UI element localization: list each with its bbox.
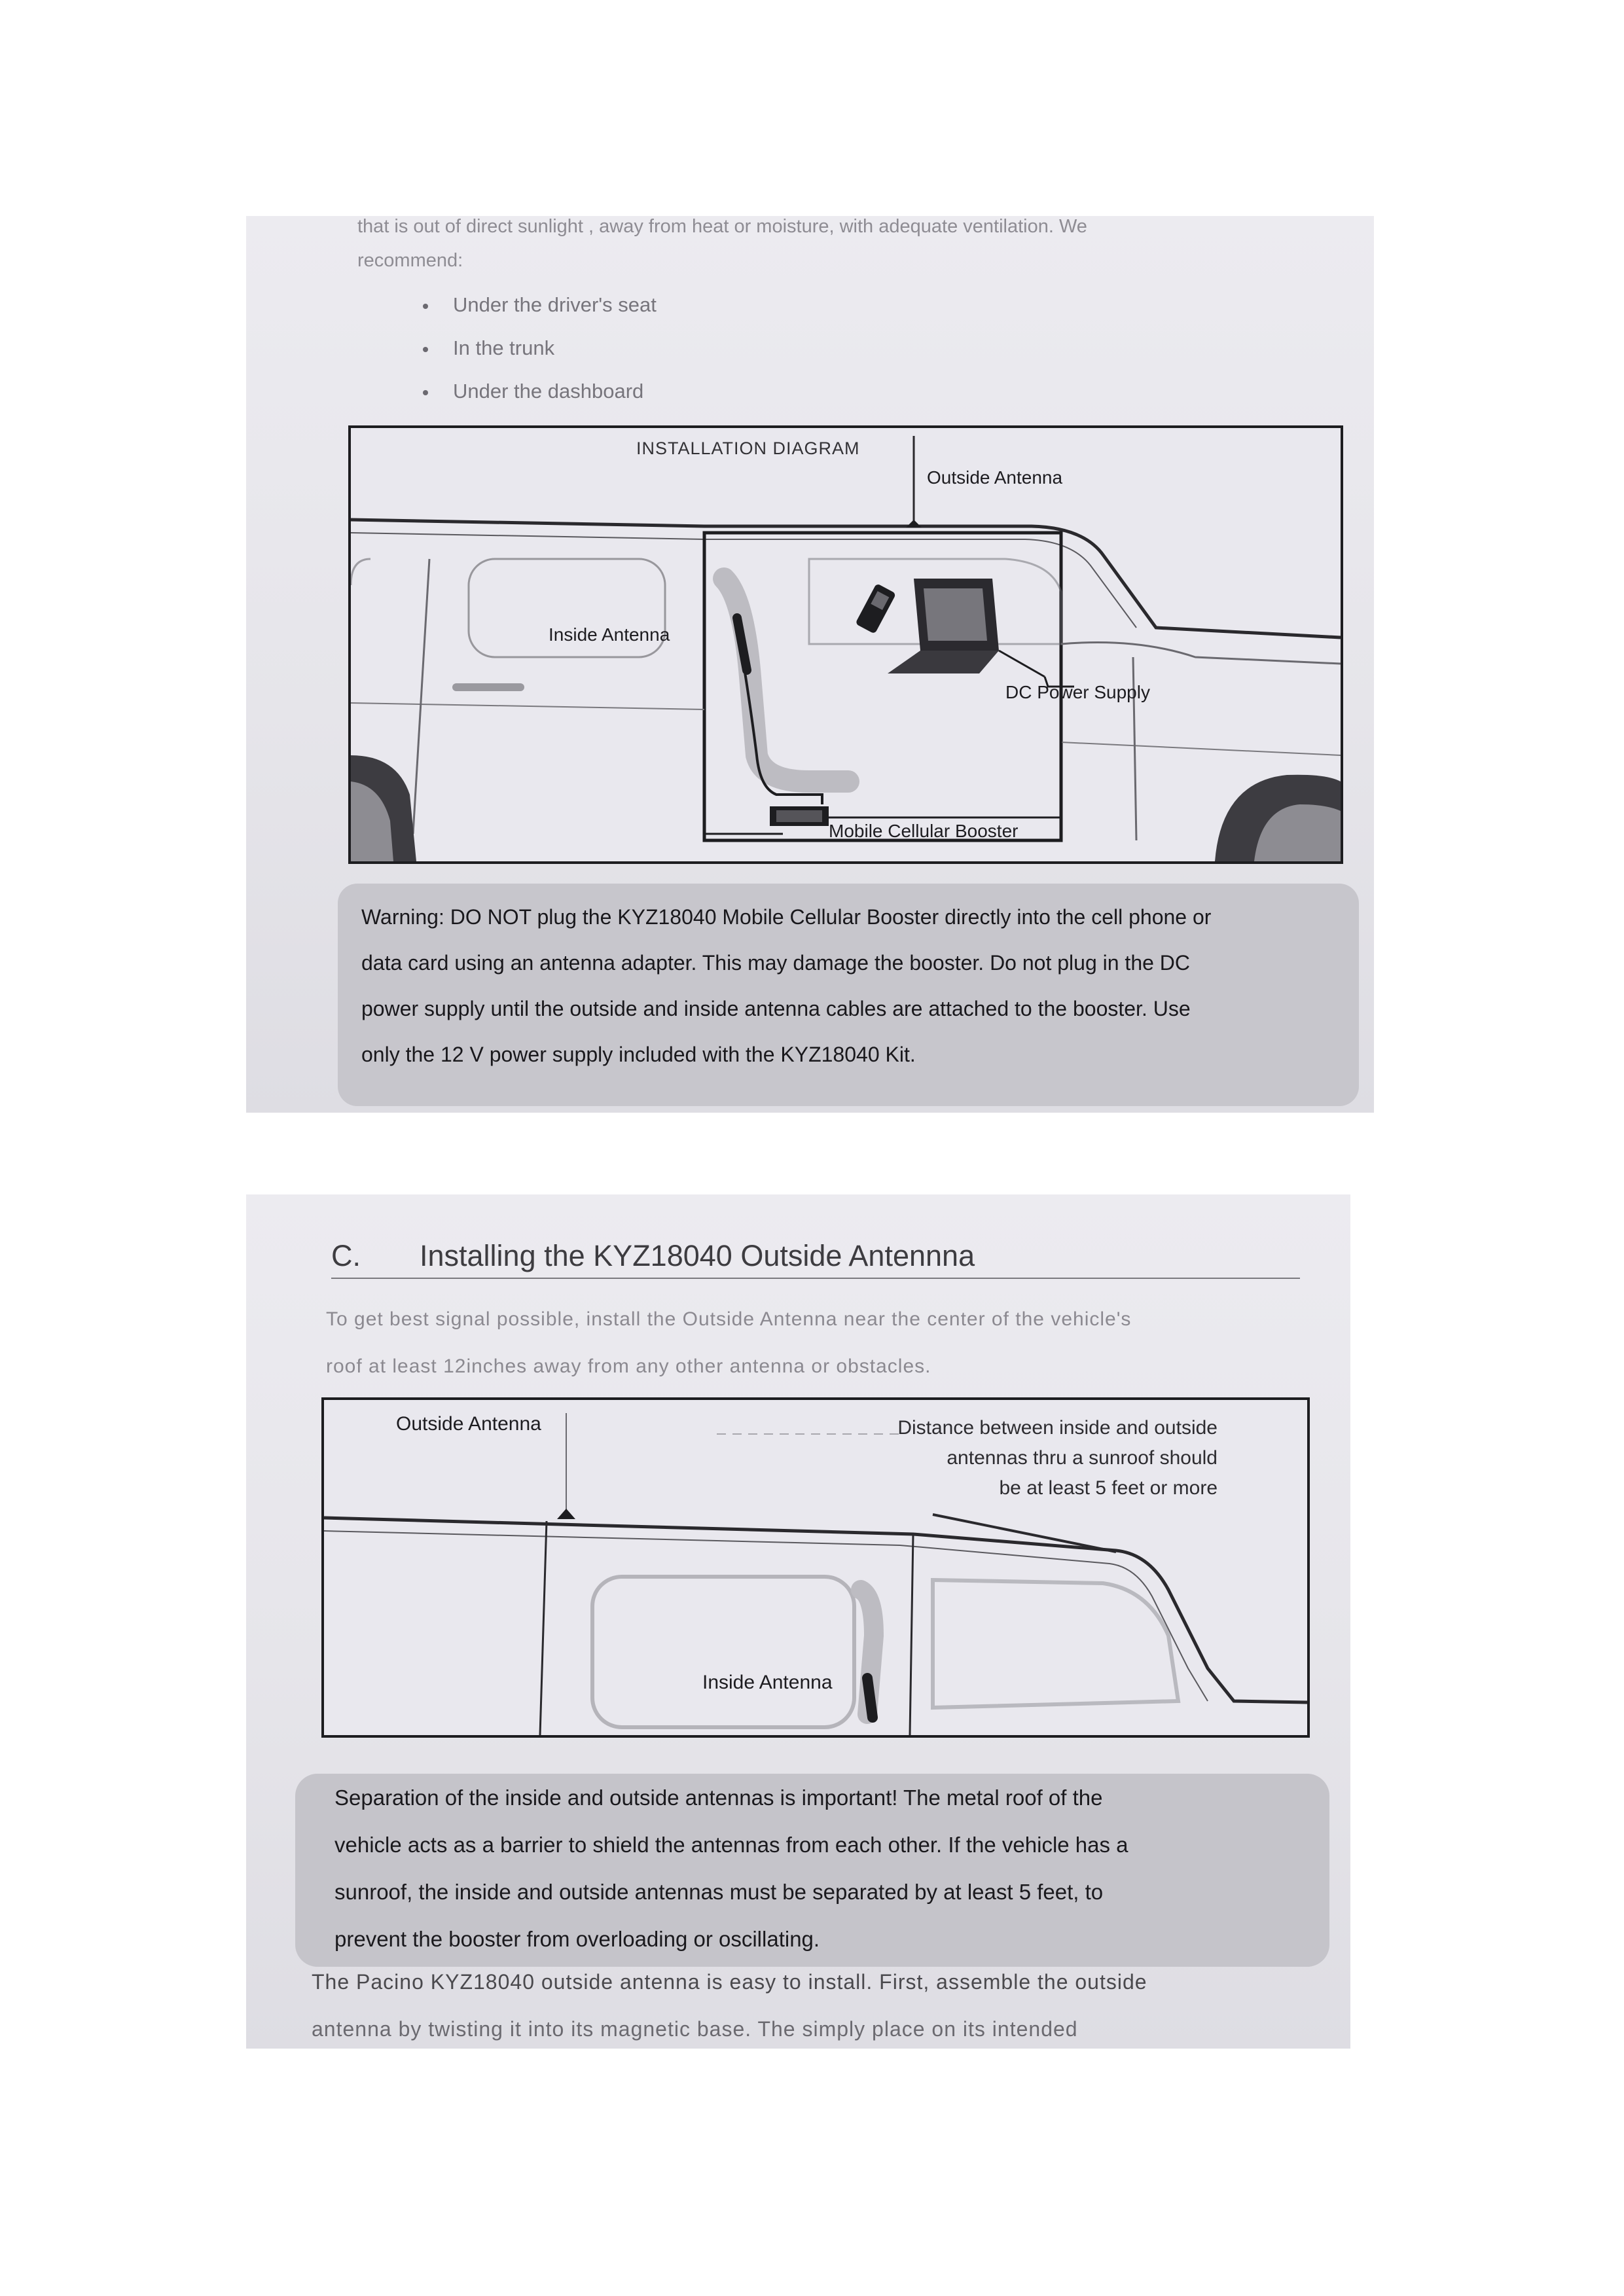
warning-line: power supply until the outside and inside antenna cables are attached to the booster. Use (361, 997, 1191, 1020)
body-text-line: The Pacino KYZ18040 outside antenna is easy to install. First, assemble the outside (312, 1970, 1147, 1994)
intro-line-2: recommend: (357, 250, 463, 271)
bullet-dot-icon (423, 390, 428, 395)
separation-note-box (295, 1774, 1329, 1967)
bullet-item: Under the driver's seat (423, 293, 657, 317)
distance-note-line: Distance between inside and outside (897, 1417, 1218, 1439)
warning-line: Warning: DO NOT plug the KYZ18040 Mobile Cellular Booster directly into the cell phone or (361, 905, 1212, 929)
bullet-dot-icon (423, 304, 428, 309)
intro-line-1: that is out of direct sunlight , away from heat or moisture, with adequate ventilation. We (357, 216, 1087, 237)
bullet-item: Under the dashboard (423, 380, 643, 403)
installation-diagram (348, 425, 1343, 864)
mobile-booster-label: Mobile Cellular Booster (829, 821, 1019, 841)
note-line: Separation of the inside and outside antennas is important! The metal roof of the (334, 1785, 1103, 1810)
section-letter: C. (331, 1239, 361, 1272)
outside-antenna-label: Outside Antenna (927, 467, 1063, 488)
warning-line: only the 12 V power supply included with the KYZ18040 Kit. (361, 1043, 916, 1066)
body-text-line: antenna by twisting it into its magnetic base. The simply place on its intended (312, 2017, 1078, 2041)
note-line: sunroof, the inside and outside antennas must be separated by at least 5 feet, to (334, 1880, 1104, 1904)
distance-note-line: be at least 5 feet or more (999, 1477, 1218, 1499)
bullet-item: In the trunk (423, 336, 554, 360)
note-line: vehicle acts as a barrier to shield the antennas from each other. If the vehicle has a (334, 1833, 1128, 1857)
bullet-dot-icon (423, 347, 428, 352)
antenna-distance-diagram (321, 1397, 1310, 1738)
top-manual-photo (246, 216, 1374, 1113)
warning-line: data card using an antenna adapter. This may damage the booster. Do not plug in the DC (361, 951, 1191, 975)
section-title: Installing the KYZ18040 Outside Antennna (420, 1239, 975, 1272)
heading-underline (331, 1278, 1300, 1279)
bottom-manual-photo (246, 1194, 1350, 2049)
dc-power-supply-label: DC Power Supply (1005, 682, 1150, 702)
warning-box (338, 884, 1359, 1106)
diagram-title: INSTALLATION DIAGRAM (636, 439, 860, 458)
section-intro-line: roof at least 12inches away from any other antenna or obstacles. (326, 1355, 931, 1377)
note-line: prevent the booster from overloading or oscillating. (334, 1927, 820, 1951)
outside-antenna-label: Outside Antenna (396, 1413, 541, 1435)
distance-note-line: antennas thru a sunroof should (947, 1447, 1218, 1469)
vehicle-side-illustration (351, 428, 1341, 861)
inside-antenna-label: Inside Antenna (549, 624, 670, 645)
section-intro-line: To get best signal possible, install the Outside Antenna near the center of the vehicle's (326, 1308, 1132, 1330)
inside-antenna-label: Inside Antenna (702, 1672, 833, 1693)
